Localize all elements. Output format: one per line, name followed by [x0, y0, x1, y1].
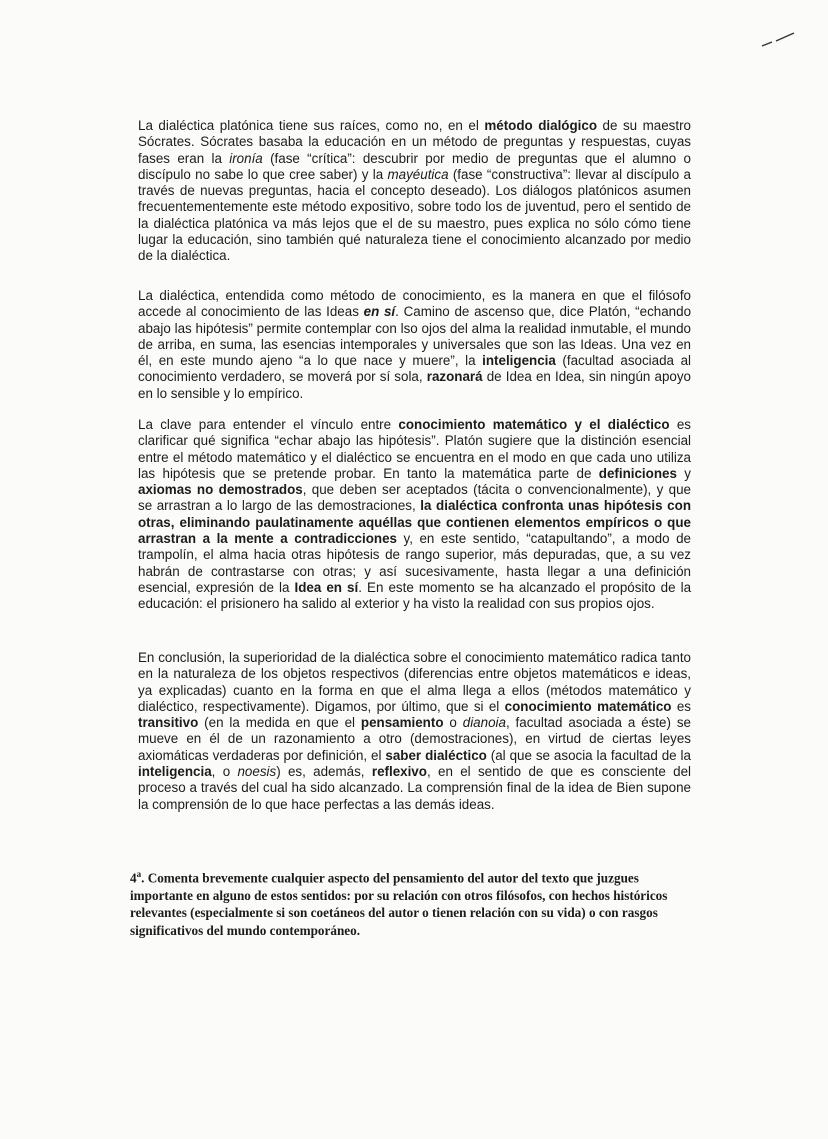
emphasis-text: Idea en sí — [294, 579, 359, 595]
body-text: de su maestro Sócrates. Sócrates basaba la educación en un método de preguntas y respuestas, cuyas fases eran la — [138, 118, 691, 166]
body-text: La dialéctica, entendida como método de conocimiento, es la manera en que el filósofo accede al conocimiento de las Ideas — [138, 288, 691, 320]
body-text: (fase “crítica”: descubrir por medio de preguntas que el alumno o discípulo no sabe lo que cree saber) y la — [138, 150, 691, 182]
body-text: y, en este sentido, “catapultando”, a modo de trampolín, el alma hacia otras hipótesis de rango superior, más depuradas, que, a su vez habrán de contrastarse con otras; y así sucesivamente, hasta llegar a una definición esencial, expresión de la — [138, 531, 691, 595]
body-text: es — [671, 698, 691, 714]
question-4 — [130, 866, 690, 939]
emphasis-text: inteligencia — [482, 353, 556, 369]
emphasis-text: axiomas no demostrados — [138, 482, 303, 498]
body-text: (en la medida en que el — [198, 715, 361, 731]
body-text: y — [676, 465, 691, 481]
emphasis-text: noesis — [237, 764, 277, 780]
emphasis-text: saber dialéctico — [385, 747, 487, 763]
emphasis-text: la dialéctica confronta unas hipótesis con otras, eliminando paulatinamente aquéllas que contienen elementos empíricos o que arrastran a la mente a contradicciones — [138, 498, 691, 547]
body-text: En conclusión, la superioridad de la dialéctica sobre el conocimiento matemático radica tanto en la naturaleza de los objetos respectivos (diferencias entre objetos matemáticos e ideas, ya explicadas) cuanto en la forma en que el alma llega a ellos (métodos matemático y dialéctico, respectivamente). Digamos, por último, que si el — [138, 650, 691, 714]
emphasis-text: reflexivo — [371, 764, 427, 780]
emphasis-text: razonará — [426, 369, 483, 385]
body-text: . Camino de ascenso que, dice Platón, “echando abajo las hipótesis” permite contemplar con lso ojos del alma la realidad inmutable, el mundo de arriba, en suma, las esencias intemporales y universales que son las Ideas. Una vez en él, en este mundo ajeno “a lo que nace y muere”, la — [138, 304, 692, 369]
body-text: ) es, además, — [276, 764, 372, 780]
body-text: , que deben ser aceptados (tácita o convencionalmente), y que se arrastran a lo largo de las demostraciones, — [138, 482, 691, 514]
body-text: , o — [211, 764, 238, 780]
body-text: o — [443, 715, 463, 731]
body-text: (fase “constructiva”: llevar al discípulo a través de nuevas preguntas, hacia el concepto deseado). Los diálogos platónicos asumen frecuentementemente este método expositivo, sobre todo los de juventud, pero el sentido de la dialéctica platónica va más lejos que el de su maestro, pues explica no sólo cómo tiene lugar la educación, sino también qué naturaleza tiene el conocimiento alcanzado por medio de la dialéctica. — [138, 166, 691, 264]
body-text: La clave para entender el vínculo entre — [138, 417, 399, 432]
emphasis-text: transitivo — [138, 715, 199, 731]
body-text: (al que se asocia la facultad de la — [486, 747, 691, 763]
question-text: . Comenta brevemente cualquier aspecto del pensamiento del autor del texto que juzgues importante en alguno de estos sentidos: por su relación con otros filósofos, con hechos históricos relevantes (especialmente si son coetáneos del autor o tienen relación con su vida) o con rasgos significativos del mundo contemporáneo. — [130, 870, 668, 938]
emphasis-text: pensamiento — [360, 715, 444, 731]
body-text: (facultad asociada al conocimiento verdadero, se moverá por sí sola, — [138, 353, 691, 385]
paragraph-matematico-dialectico — [138, 417, 691, 613]
question-number: 4 — [130, 870, 137, 886]
emphasis-text: método dialógico — [484, 118, 597, 133]
question-ordinal: a — [136, 869, 142, 879]
pen-mark — [758, 30, 798, 50]
body-text: La dialéctica platónica tiene sus raíces, como no, en el — [138, 118, 485, 133]
paragraph-dialectica-platonica — [138, 118, 691, 265]
emphasis-text: ironía — [229, 150, 263, 166]
emphasis-text: en sí — [363, 304, 396, 320]
emphasis-text: mayéutica — [387, 166, 449, 182]
emphasis-text: conocimiento matemático y el dialéctico — [398, 417, 670, 432]
paragraph-metodo-conocimiento — [138, 288, 691, 402]
body-text: , en el sentido de que es consciente del proceso a través del cual ha sido alcanzado. La comprensión final de la idea de Bien supone la comprensión de lo que hace perfectas a las demás ideas. — [138, 764, 692, 812]
paragraph-conclusion — [138, 650, 691, 813]
body-text: es clarificar qué significa “echar abajo las hipótesis”. Platón sugiere que la distinción esencial entre el método matemático y el dialéctico se encuentra en el modo en que cada uno utiliza las hipótesis que se pretende probar. En tanto la matemática parte de — [138, 417, 692, 481]
body-text: , facultad asociada a éste) se mueve en él de un razonamiento a otro (demostraciones), en virtud de ciertas leyes axiomáticas verdaderas por definición, el — [138, 715, 691, 763]
body-text: . En este momento se ha alcanzado el propósito de la educación: el prisionero ha salido al exterior y ha visto la realidad con sus propios ojos. — [138, 579, 692, 612]
emphasis-text: inteligencia — [138, 764, 212, 780]
emphasis-text: definiciones — [598, 465, 677, 481]
body-text: de Idea en Idea, sin ningún apoyo en lo sensible y lo empírico. — [138, 369, 691, 401]
emphasis-text: dianoia — [462, 715, 506, 731]
emphasis-text: conocimiento matemático — [504, 698, 672, 714]
